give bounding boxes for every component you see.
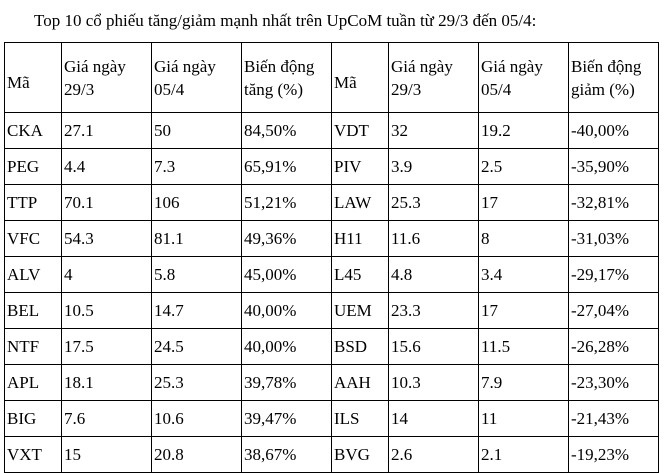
cell-gain-code: VFC	[5, 221, 62, 257]
header-loss-change: Biến động giảm (%)	[569, 43, 659, 113]
header-gain-price-2: Giá ngày 05/4	[152, 43, 242, 113]
cell-gain-price-1: 10.5	[62, 293, 152, 329]
cell-loss-code: LAW	[332, 185, 389, 221]
cell-loss-code: AAH	[332, 365, 389, 401]
cell-loss-price-1: 25.3	[389, 185, 479, 221]
table-body	[5, 113, 659, 473]
cell-gain-code: ALV	[5, 257, 62, 293]
cell-gain-code: BIG	[5, 401, 62, 437]
header-row	[5, 43, 659, 113]
cell-loss-code: BSD	[332, 329, 389, 365]
cell-loss-change: -23,30%	[569, 365, 659, 401]
table-caption: Top 10 cổ phiếu tăng/giảm mạnh nhất trên UpCoM tuần từ 29/3 đến 05/4:	[34, 11, 537, 30]
cell-gain-code: PEG	[5, 149, 62, 185]
cell-loss-price-2: 17	[479, 293, 569, 329]
cell-loss-change: -21,43%	[569, 401, 659, 437]
cell-gain-price-2: 81.1	[152, 221, 242, 257]
cell-gain-change: 65,91%	[242, 149, 332, 185]
cell-loss-price-2: 3.4	[479, 257, 569, 293]
cell-loss-price-1: 10.3	[389, 365, 479, 401]
cell-gain-price-2: 24.5	[152, 329, 242, 365]
cell-gain-price-1: 4	[62, 257, 152, 293]
cell-loss-code: PIV	[332, 149, 389, 185]
cell-gain-price-1: 54.3	[62, 221, 152, 257]
cell-loss-code: VDT	[332, 113, 389, 149]
cell-loss-price-1: 11.6	[389, 221, 479, 257]
header-gain-change: Biến động tăng (%)	[242, 43, 332, 113]
cell-gain-change: 40,00%	[242, 293, 332, 329]
cell-loss-price-1: 32	[389, 113, 479, 149]
cell-loss-price-2: 11	[479, 401, 569, 437]
cell-gain-code: CKA	[5, 113, 62, 149]
cell-loss-change: -19,23%	[569, 437, 659, 473]
cell-loss-code: ILS	[332, 401, 389, 437]
cell-gain-change: 51,21%	[242, 185, 332, 221]
cell-loss-change: -35,90%	[569, 149, 659, 185]
cell-gain-price-2: 5.8	[152, 257, 242, 293]
cell-loss-change: -31,03%	[569, 221, 659, 257]
cell-loss-code: L45	[332, 257, 389, 293]
cell-loss-price-1: 4.8	[389, 257, 479, 293]
cell-gain-code: NTF	[5, 329, 62, 365]
cell-gain-change: 40,00%	[242, 329, 332, 365]
cell-loss-price-2: 17	[479, 185, 569, 221]
table-row	[5, 257, 659, 293]
table-row	[5, 185, 659, 221]
cell-gain-change: 45,00%	[242, 257, 332, 293]
cell-loss-change: -29,17%	[569, 257, 659, 293]
cell-loss-price-2: 2.5	[479, 149, 569, 185]
cell-gain-price-1: 15	[62, 437, 152, 473]
cell-loss-price-2: 2.1	[479, 437, 569, 473]
header-loss-price-1: Giá ngày 29/3	[389, 43, 479, 113]
cell-gain-price-1: 18.1	[62, 365, 152, 401]
cell-gain-price-2: 7.3	[152, 149, 242, 185]
cell-loss-change: -32,81%	[569, 185, 659, 221]
cell-loss-code: BVG	[332, 437, 389, 473]
cell-loss-price-2: 7.9	[479, 365, 569, 401]
header-gain-code: Mã	[5, 43, 62, 113]
cell-gain-price-2: 106	[152, 185, 242, 221]
cell-gain-price-1: 7.6	[62, 401, 152, 437]
cell-gain-price-1: 4.4	[62, 149, 152, 185]
cell-loss-code: H11	[332, 221, 389, 257]
cell-gain-change: 49,36%	[242, 221, 332, 257]
cell-gain-code: VXT	[5, 437, 62, 473]
cell-loss-price-1: 3.9	[389, 149, 479, 185]
table-row	[5, 149, 659, 185]
cell-gain-price-2: 10.6	[152, 401, 242, 437]
cell-gain-price-1: 17.5	[62, 329, 152, 365]
cell-loss-price-1: 2.6	[389, 437, 479, 473]
cell-loss-price-2: 19.2	[479, 113, 569, 149]
cell-loss-code: UEM	[332, 293, 389, 329]
cell-gain-price-2: 14.7	[152, 293, 242, 329]
cell-loss-price-1: 15.6	[389, 329, 479, 365]
stock-movers-table	[4, 42, 659, 473]
table-row	[5, 221, 659, 257]
cell-gain-code: APL	[5, 365, 62, 401]
cell-gain-price-2: 20.8	[152, 437, 242, 473]
table-row	[5, 437, 659, 473]
cell-loss-change: -27,04%	[569, 293, 659, 329]
cell-loss-change: -26,28%	[569, 329, 659, 365]
cell-gain-code: TTP	[5, 185, 62, 221]
cell-gain-code: BEL	[5, 293, 62, 329]
cell-gain-change: 38,67%	[242, 437, 332, 473]
cell-gain-change: 39,47%	[242, 401, 332, 437]
cell-gain-price-2: 25.3	[152, 365, 242, 401]
cell-loss-price-1: 14	[389, 401, 479, 437]
table-row	[5, 365, 659, 401]
table-row	[5, 329, 659, 365]
cell-loss-price-2: 11.5	[479, 329, 569, 365]
cell-loss-price-2: 8	[479, 221, 569, 257]
cell-gain-price-2: 50	[152, 113, 242, 149]
header-gain-price-1: Giá ngày 29/3	[62, 43, 152, 113]
table-row	[5, 401, 659, 437]
cell-gain-price-1: 27.1	[62, 113, 152, 149]
table-row	[5, 293, 659, 329]
cell-gain-change: 39,78%	[242, 365, 332, 401]
table-row	[5, 113, 659, 149]
cell-loss-price-1: 23.3	[389, 293, 479, 329]
cell-gain-change: 84,50%	[242, 113, 332, 149]
header-loss-code: Mã	[332, 43, 389, 113]
header-loss-price-2: Giá ngày 05/4	[479, 43, 569, 113]
cell-loss-change: -40,00%	[569, 113, 659, 149]
cell-gain-price-1: 70.1	[62, 185, 152, 221]
